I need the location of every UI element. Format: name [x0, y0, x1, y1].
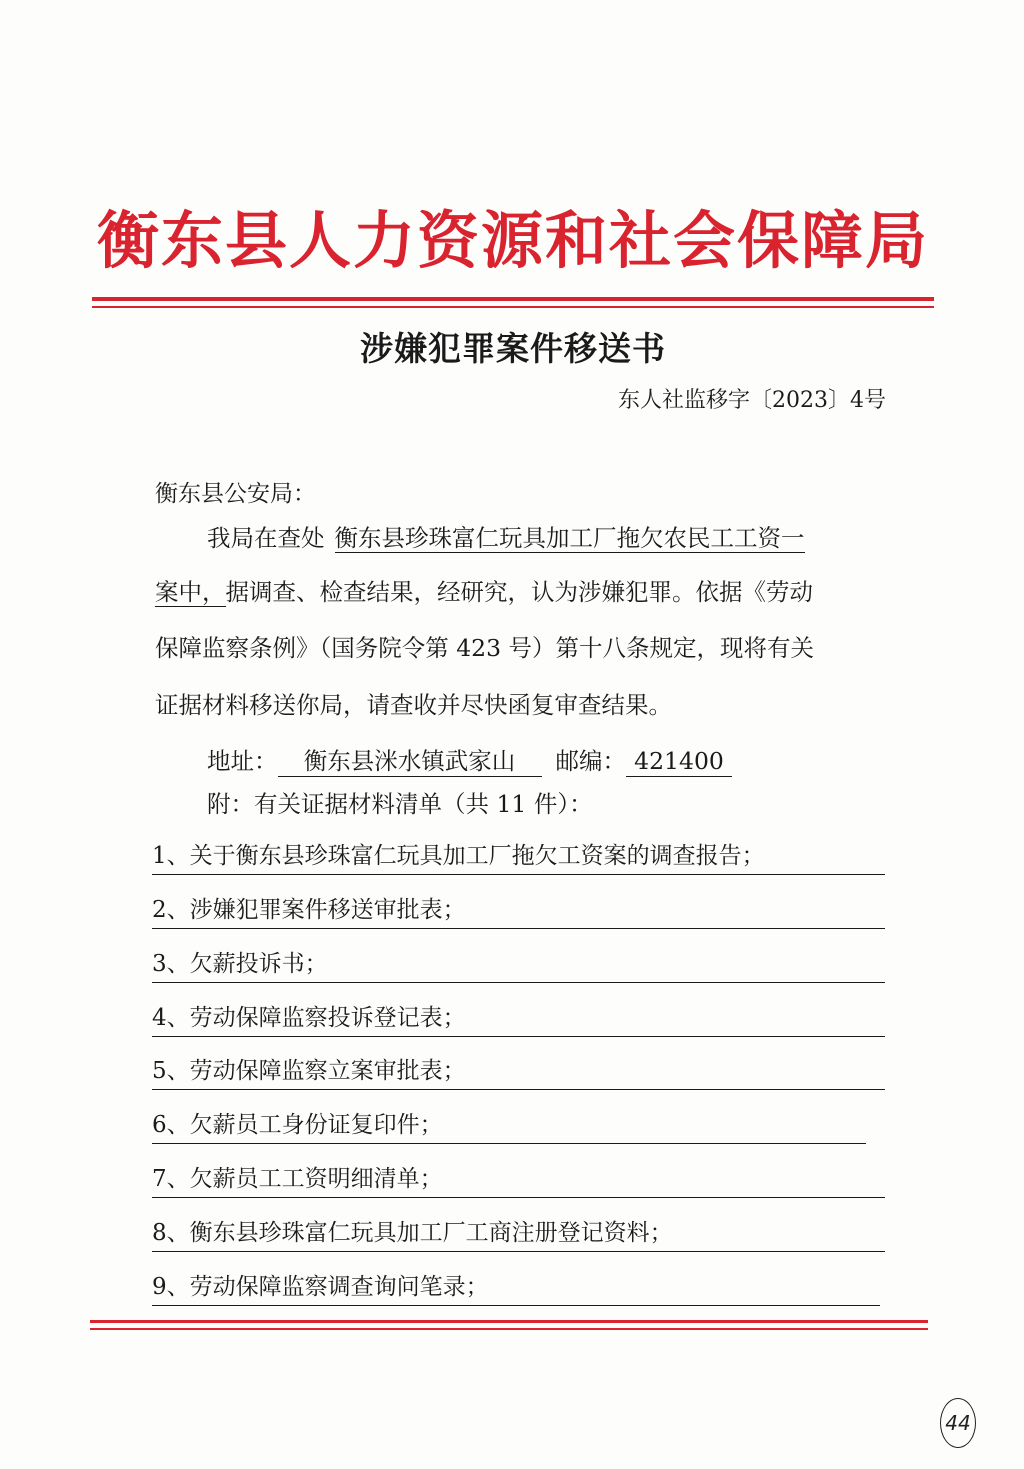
attachment-item: 1、关于衡东县珍珠富仁玩具加工厂拖欠工资案的调查报告；	[152, 838, 885, 875]
attachment-item: 6、欠薪员工身份证复印件；	[152, 1107, 866, 1144]
attachment-item: 2、涉嫌犯罪案件移送审批表；	[152, 892, 885, 929]
body-line-2	[155, 573, 813, 611]
footer-rule-thin	[90, 1328, 928, 1330]
body-line-1-prefix: 我局在查处	[207, 524, 325, 552]
attachment-item: 9、劳动保障监察调查询问笔录；	[152, 1269, 880, 1306]
attachment-item: 3、欠薪投诉书；	[152, 946, 885, 983]
case-name-underlined: 衡东县珍珠富仁玩具加工厂拖欠农民工工资一	[334, 524, 805, 552]
address-value: 衡东县洣水镇武家山	[278, 746, 542, 777]
body-line-4: 证据材料移送你局，请查收并尽快函复审查结果。	[155, 691, 672, 719]
address-label: 地址：	[207, 747, 278, 775]
header-rule-thick	[92, 297, 934, 301]
document-number: 东人社监移字〔2023〕4号	[618, 388, 886, 413]
address-line	[207, 742, 732, 780]
handwritten-page-number: 44	[940, 1398, 976, 1448]
header-rule-thin	[92, 306, 934, 308]
case-name-underlined-end: 案中，	[155, 578, 226, 606]
body-line-3: 保障监察条例》（国务院令第 423 号）第十八条规定，现将有关	[155, 634, 815, 662]
attachment-item: 7、欠薪员工工资明细清单；	[152, 1161, 885, 1198]
postcode-label: 邮编：	[555, 747, 626, 775]
body-line-2-rest: 据调查、检查结果，经研究，认为涉嫌犯罪。依据《劳动	[225, 578, 813, 606]
attachment-item: 8、衡东县珍珠富仁玩具加工厂工商注册登记资料；	[152, 1215, 885, 1252]
body-line-1	[207, 519, 805, 557]
document-title: 涉嫌犯罪案件移送书	[360, 329, 666, 368]
header-double-rule	[92, 297, 934, 308]
agency-letterhead: 衡东县人力资源和社会保障局	[96, 204, 929, 277]
footer-double-rule	[90, 1320, 928, 1330]
attachment-item: 4、劳动保障监察投诉登记表；	[152, 1000, 885, 1037]
recipient: 衡东县公安局：	[155, 481, 316, 507]
attachments-heading: 附：有关证据材料清单（共 11 件）：	[207, 790, 593, 818]
postcode-value: 421400	[626, 746, 732, 777]
footer-rule-thick	[90, 1320, 928, 1323]
attachment-item: 5、劳动保障监察立案审批表；	[152, 1053, 885, 1090]
